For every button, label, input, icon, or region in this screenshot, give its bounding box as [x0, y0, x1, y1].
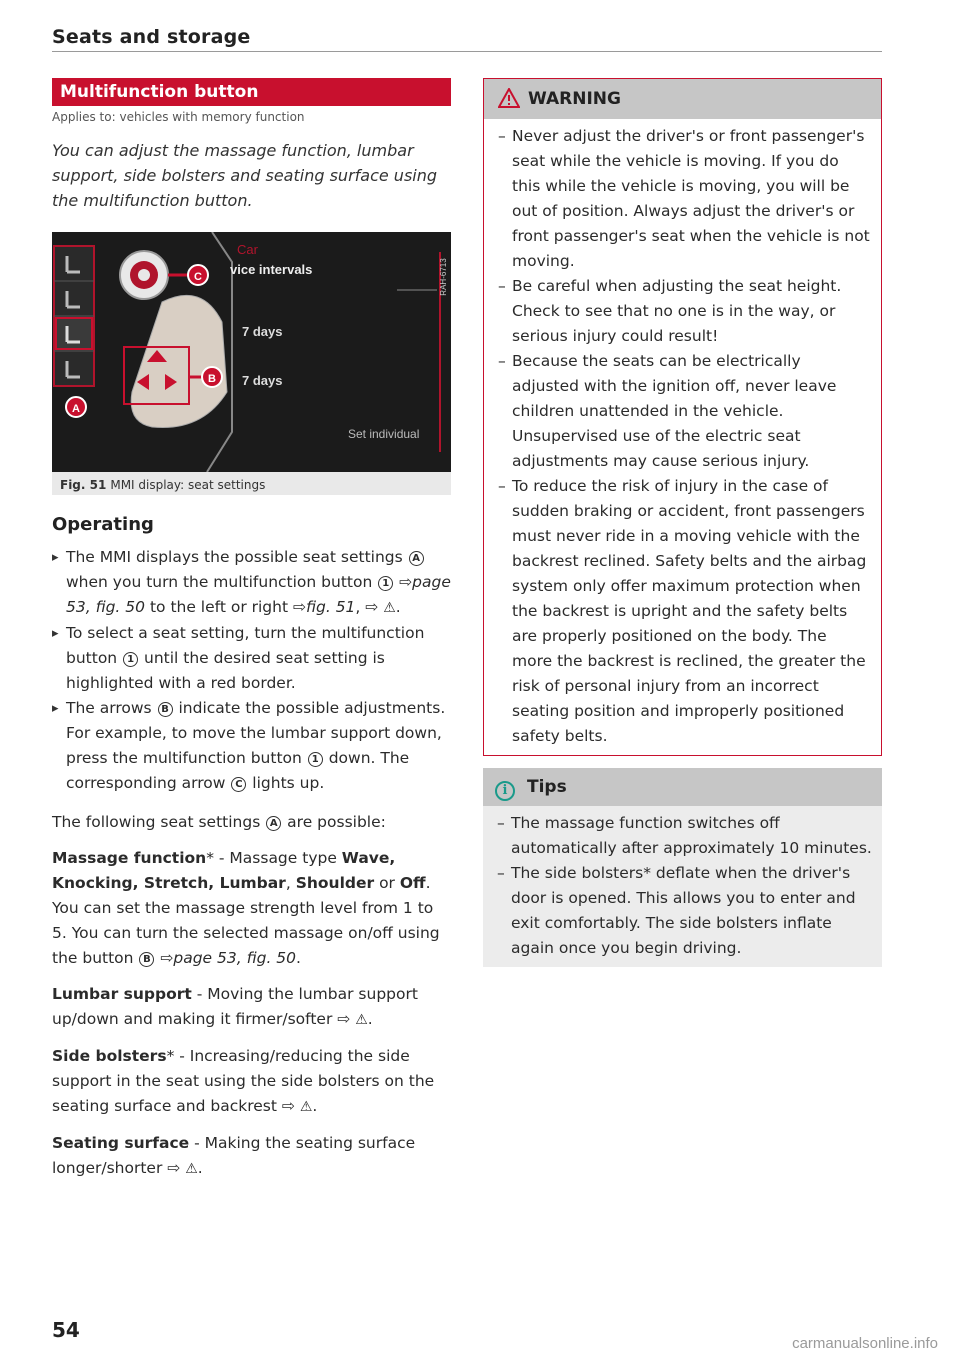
- seating-surface-para: Seating surface - Making the seating surface longer/shorter ⇨ ⚠.: [52, 1131, 451, 1182]
- operating-heading: Operating: [52, 514, 154, 535]
- figure-number: Fig. 51: [60, 478, 107, 492]
- lumbar-support-para: Lumbar support - Moving the lumbar support up/down and making it firmer/softer ⇨ ⚠.: [52, 982, 451, 1033]
- header-rule: [52, 51, 882, 52]
- tip-item: – The side bolsters* deflate when the driver's door is opened. This allows you to enter and exit comfortably. The side bolsters inflate again once you begin driving.: [497, 861, 872, 961]
- settings-intro: The following seat settings A are possible:: [52, 813, 386, 831]
- circled-b-icon: B: [158, 702, 173, 717]
- warning-box: [483, 78, 882, 756]
- left-column: [52, 78, 451, 1182]
- tips-list: [483, 806, 882, 961]
- warning-list: [484, 119, 881, 749]
- section-header: Seats and storage: [52, 26, 251, 48]
- massage-function-para: Massage function* - Massage type Wave, Knocking, Stretch, Lumbar, Shoulder or Off. You can set the massage strength level from 1 to 5. You can turn the selected massage on/off using the button B ⇨page 53, fig. 50.: [52, 849, 440, 967]
- screen-button: Set individual: [348, 427, 420, 441]
- arrow-icon: ⇨: [167, 1159, 181, 1177]
- section-title: Multifunction button: [52, 78, 451, 106]
- step-2: ▸ To select a seat setting, turn the multifunction button 1 until the desired seat setting is highlighted with a red border.: [52, 621, 451, 696]
- arrow-icon: ⇨: [281, 1097, 295, 1115]
- arrow-icon: ⇨: [365, 598, 379, 616]
- screen-title: Car: [237, 242, 258, 257]
- circled-1-icon: 1: [123, 652, 138, 667]
- warning-title: WARNING: [528, 89, 621, 109]
- side-code: RAH-6713: [439, 258, 448, 296]
- operating-steps: [52, 545, 451, 796]
- circled-a-icon: A: [266, 816, 281, 831]
- page-reference[interactable]: page 53, fig. 50: [66, 573, 451, 616]
- arrow-icon: ⇨: [160, 949, 174, 967]
- arrow-icon: ⇨: [337, 1010, 351, 1028]
- callout-a: A: [72, 403, 80, 415]
- screen-row-3: 7 days: [242, 373, 283, 388]
- warning-item: – To reduce the risk of injury in the case of sudden braking or accident, front passengers must never ride in a moving vehicle with the backrest reclined. Safety belts and the airbag system only offer maximum protection when the backrest is upright and the safety belts are properly positioned on the body. The more the backrest is reclined, the greater the risk of personal injury from an incorrect seating position and improperly positioned safety belts.: [498, 474, 871, 749]
- info-icon: i: [495, 781, 515, 801]
- callout-c: C: [194, 271, 202, 283]
- circled-a-icon: A: [409, 551, 424, 566]
- intro-text: You can adjust the massage function, lumbar support, side bolsters and seating surface using the multifunction button.: [52, 141, 438, 210]
- warning-ref-icon[interactable]: ⚠: [383, 600, 396, 616]
- right-column: [483, 78, 882, 967]
- figure-caption: [60, 478, 265, 492]
- warning-ref-icon[interactable]: ⚠: [299, 1099, 313, 1115]
- circled-c-icon: C: [231, 777, 246, 792]
- applies-note: Applies to: vehicles with memory function: [52, 110, 305, 124]
- screen-row-1: vice intervals: [230, 262, 313, 277]
- circled-1-icon: 1: [308, 752, 323, 767]
- figure-reference[interactable]: fig. 51: [305, 598, 356, 616]
- page-number: 54: [52, 1318, 80, 1342]
- warning-ref-icon[interactable]: ⚠: [355, 1012, 368, 1028]
- warning-triangle-icon: [498, 88, 520, 108]
- tips-title: Tips: [527, 777, 567, 797]
- step-3: ▸ The arrows B indicate the possible adjustments. For example, to move the lumbar support down, press the multifunction button 1 down. The corresponding arrow C lights up.: [52, 696, 451, 796]
- warning-item: – Never adjust the driver's or front passenger's seat while the vehicle is moving. If you do this while the vehicle is moving, you will be out of position. Always adjust the driver's or front passenger's seat when the vehicle is not moving.: [498, 124, 871, 274]
- tips-header: [483, 768, 882, 806]
- tip-item: – The massage function switches off automatically after approximately 10 minutes.: [497, 811, 872, 861]
- warning-item: – Because the seats can be electrically adjusted with the ignition off, never leave children unattended in the vehicle. Unsupervised use of the electric seat adjustments may cause serious injury.: [498, 349, 871, 474]
- circled-1-icon: 1: [378, 576, 393, 591]
- callout-b: B: [208, 373, 216, 385]
- mmi-display-image: [52, 232, 451, 472]
- warning-ref-icon[interactable]: ⚠: [185, 1161, 198, 1177]
- side-bolsters-para: Side bolsters* - Increasing/reducing the side support in the seat using the side bolsters on the seating surface and backrest ⇨ ⚠.: [52, 1044, 451, 1120]
- circled-b-icon: B: [139, 952, 154, 967]
- figure-caption-text: MMI display: seat settings: [110, 478, 266, 492]
- figure-51: [52, 232, 451, 495]
- page-reference[interactable]: page 53, fig. 50: [173, 949, 297, 967]
- warning-item: – Be careful when adjusting the seat height. Check to see that no one is in the way, or serious injury could result!: [498, 274, 871, 349]
- watermark: carmanualsonline.info: [792, 1335, 938, 1352]
- tips-box: [483, 768, 882, 967]
- step-1: ▸ The MMI displays the possible seat settings A when you turn the multifunction button 1 ⇨page 53, fig. 50 to the left or right ⇨fig. 51, ⇨ ⚠.: [52, 545, 451, 621]
- arrow-icon: ⇨: [399, 573, 413, 591]
- warning-header: [484, 79, 881, 119]
- screen-row-2: 7 days: [242, 324, 283, 339]
- arrow-icon: ⇨: [292, 598, 306, 616]
